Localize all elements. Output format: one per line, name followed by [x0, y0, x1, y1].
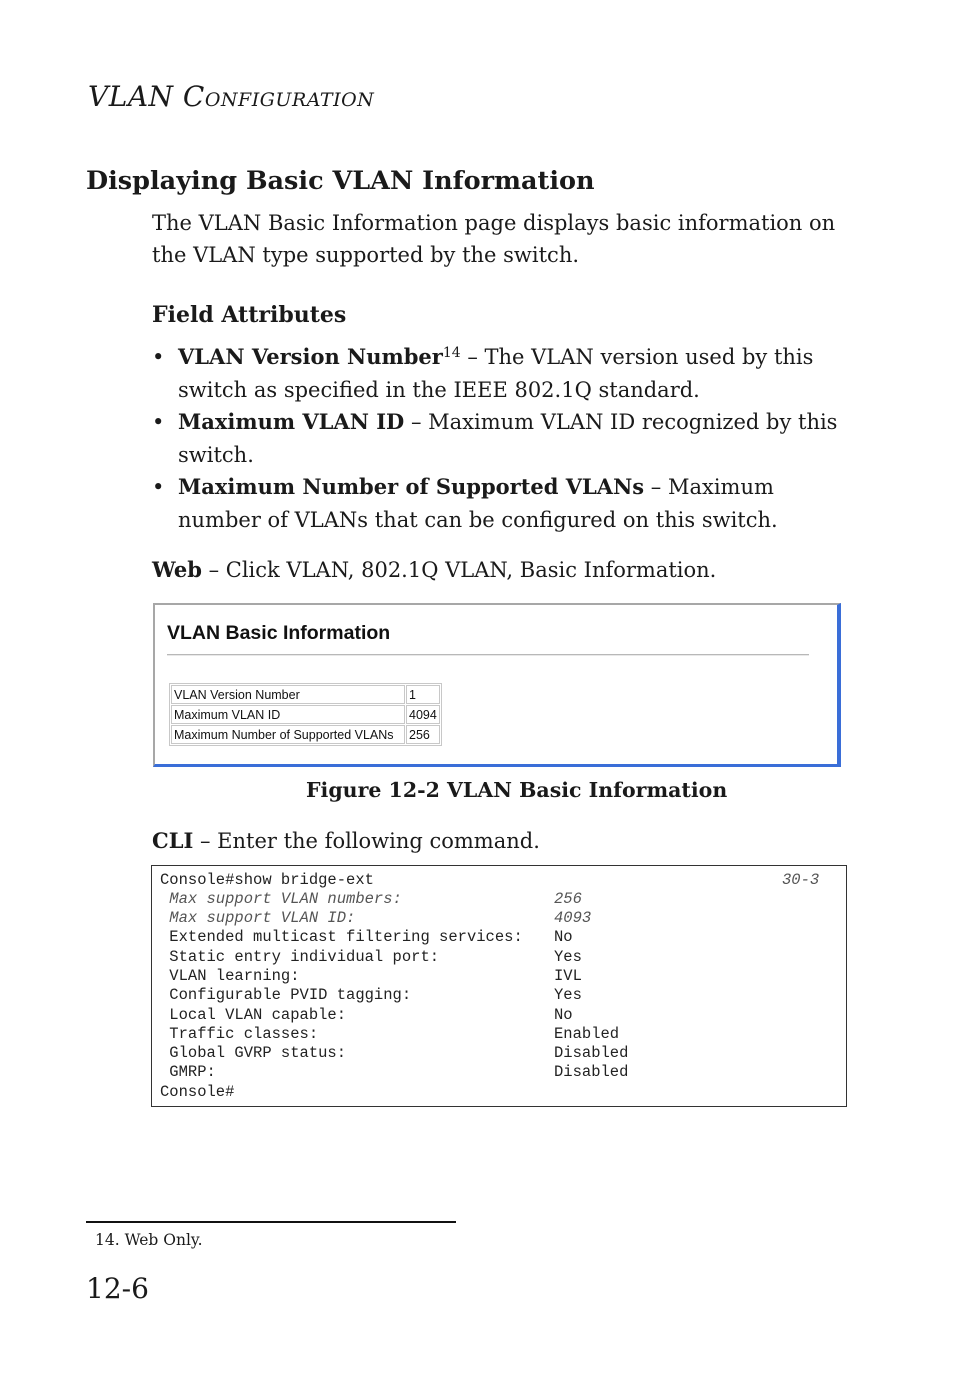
table-row: [171, 685, 440, 704]
running-header: [88, 80, 374, 113]
bullet-dot: •: [152, 475, 165, 499]
cli-instruction: [152, 828, 540, 853]
console-value: Enabled: [554, 1025, 620, 1043]
vlan-info-table: [169, 683, 442, 746]
bullet-term: VLAN Version Number: [178, 344, 443, 369]
cli-label: CLI: [152, 828, 194, 853]
console-key: Extended multicast filtering services:: [160, 928, 523, 946]
console-key: VLAN learning:: [160, 967, 300, 985]
bullet-item: [152, 406, 852, 471]
screenshot-title: VLAN Basic Information: [167, 622, 391, 644]
bullet-dot: •: [152, 345, 165, 369]
console-line: [160, 928, 573, 946]
console-output: [151, 865, 847, 1107]
console-line: [160, 1044, 628, 1062]
console-line: [160, 948, 582, 966]
bullet-dot: •: [152, 410, 165, 434]
console-value: 4093: [554, 909, 592, 927]
cli-text: – Enter the following command.: [193, 829, 540, 853]
intro-paragraph: The VLAN Basic Information page displays basic information on the VLAN type supported by the switch.: [152, 211, 836, 267]
bullet-desc: – Maximum number of VLANs that can be configured on this switch.: [178, 475, 778, 532]
table-cell-value: 4094: [406, 705, 440, 724]
bullet-term: Maximum Number of Supported VLANs: [178, 474, 645, 499]
console-line: [160, 909, 591, 927]
figure-caption: Figure 12-2 VLAN Basic Information: [306, 778, 728, 802]
console-line: [160, 1006, 573, 1024]
console-key: Traffic classes:: [160, 1025, 319, 1043]
field-attributes-heading: Field Attributes: [152, 302, 347, 328]
console-value: Disabled: [554, 1063, 629, 1081]
running-header-lead: VLAN C: [88, 80, 205, 113]
web-instruction: [152, 557, 716, 582]
console-line: [160, 967, 582, 985]
footnote-ref: 14: [442, 345, 461, 361]
table-row: [171, 725, 440, 744]
console-value: IVL: [554, 967, 582, 985]
footnote: 14. Web Only.: [95, 1231, 203, 1249]
console-command: Console#show bridge-ext: [160, 871, 374, 889]
console-value: 256: [554, 890, 582, 908]
console-key: Configurable PVID tagging:: [160, 986, 412, 1004]
table-cell-value: 1: [406, 685, 440, 704]
console-value: Disabled: [554, 1044, 629, 1062]
table-cell-value: 256: [406, 725, 440, 744]
console-line: [160, 1063, 628, 1081]
section-title: Displaying Basic VLAN Information: [86, 166, 595, 196]
page-number: 12-6: [86, 1272, 149, 1305]
table-cell-label: Maximum Number of Supported VLANs: [171, 725, 405, 744]
running-header-smallcaps: ONFIGURATION: [204, 89, 375, 111]
console-key: Max support VLAN ID:: [160, 909, 356, 927]
console-line: [160, 890, 582, 908]
bullet-term: Maximum VLAN ID: [178, 409, 405, 434]
bullet-item: [152, 341, 852, 406]
bullet-desc: – The VLAN version used by this switch as specified in the IEEE 802.1Q standard.: [178, 345, 814, 402]
web-text: – Click VLAN, 802.1Q VLAN, Basic Information.: [201, 558, 717, 582]
screenshot-divider: [167, 654, 809, 656]
console-key: Static entry individual port:: [160, 948, 440, 966]
command-reference: 30-3: [782, 871, 820, 889]
console-value: Yes: [554, 948, 582, 966]
table-row: [171, 705, 440, 724]
bullet-desc: – Maximum VLAN ID recognized by this switch.: [178, 410, 838, 467]
table-cell-label: VLAN Version Number: [171, 685, 405, 704]
console-key: Global GVRP status:: [160, 1044, 347, 1062]
console-key: Max support VLAN numbers:: [160, 890, 402, 908]
bullet-item: [152, 471, 852, 536]
console-value: No: [554, 1006, 573, 1024]
console-value: No: [554, 928, 573, 946]
vlan-basic-info-screenshot: [153, 603, 841, 767]
console-line: [160, 1025, 619, 1043]
table-cell-label: Maximum VLAN ID: [171, 705, 405, 724]
console-key: GMRP:: [160, 1063, 216, 1081]
console-key: Local VLAN capable:: [160, 1006, 347, 1024]
console-line: [160, 986, 582, 1004]
console-value: Yes: [554, 986, 582, 1004]
console-prompt: Console#: [160, 1083, 235, 1101]
footnote-divider: [86, 1221, 456, 1223]
web-label: Web: [152, 557, 202, 582]
